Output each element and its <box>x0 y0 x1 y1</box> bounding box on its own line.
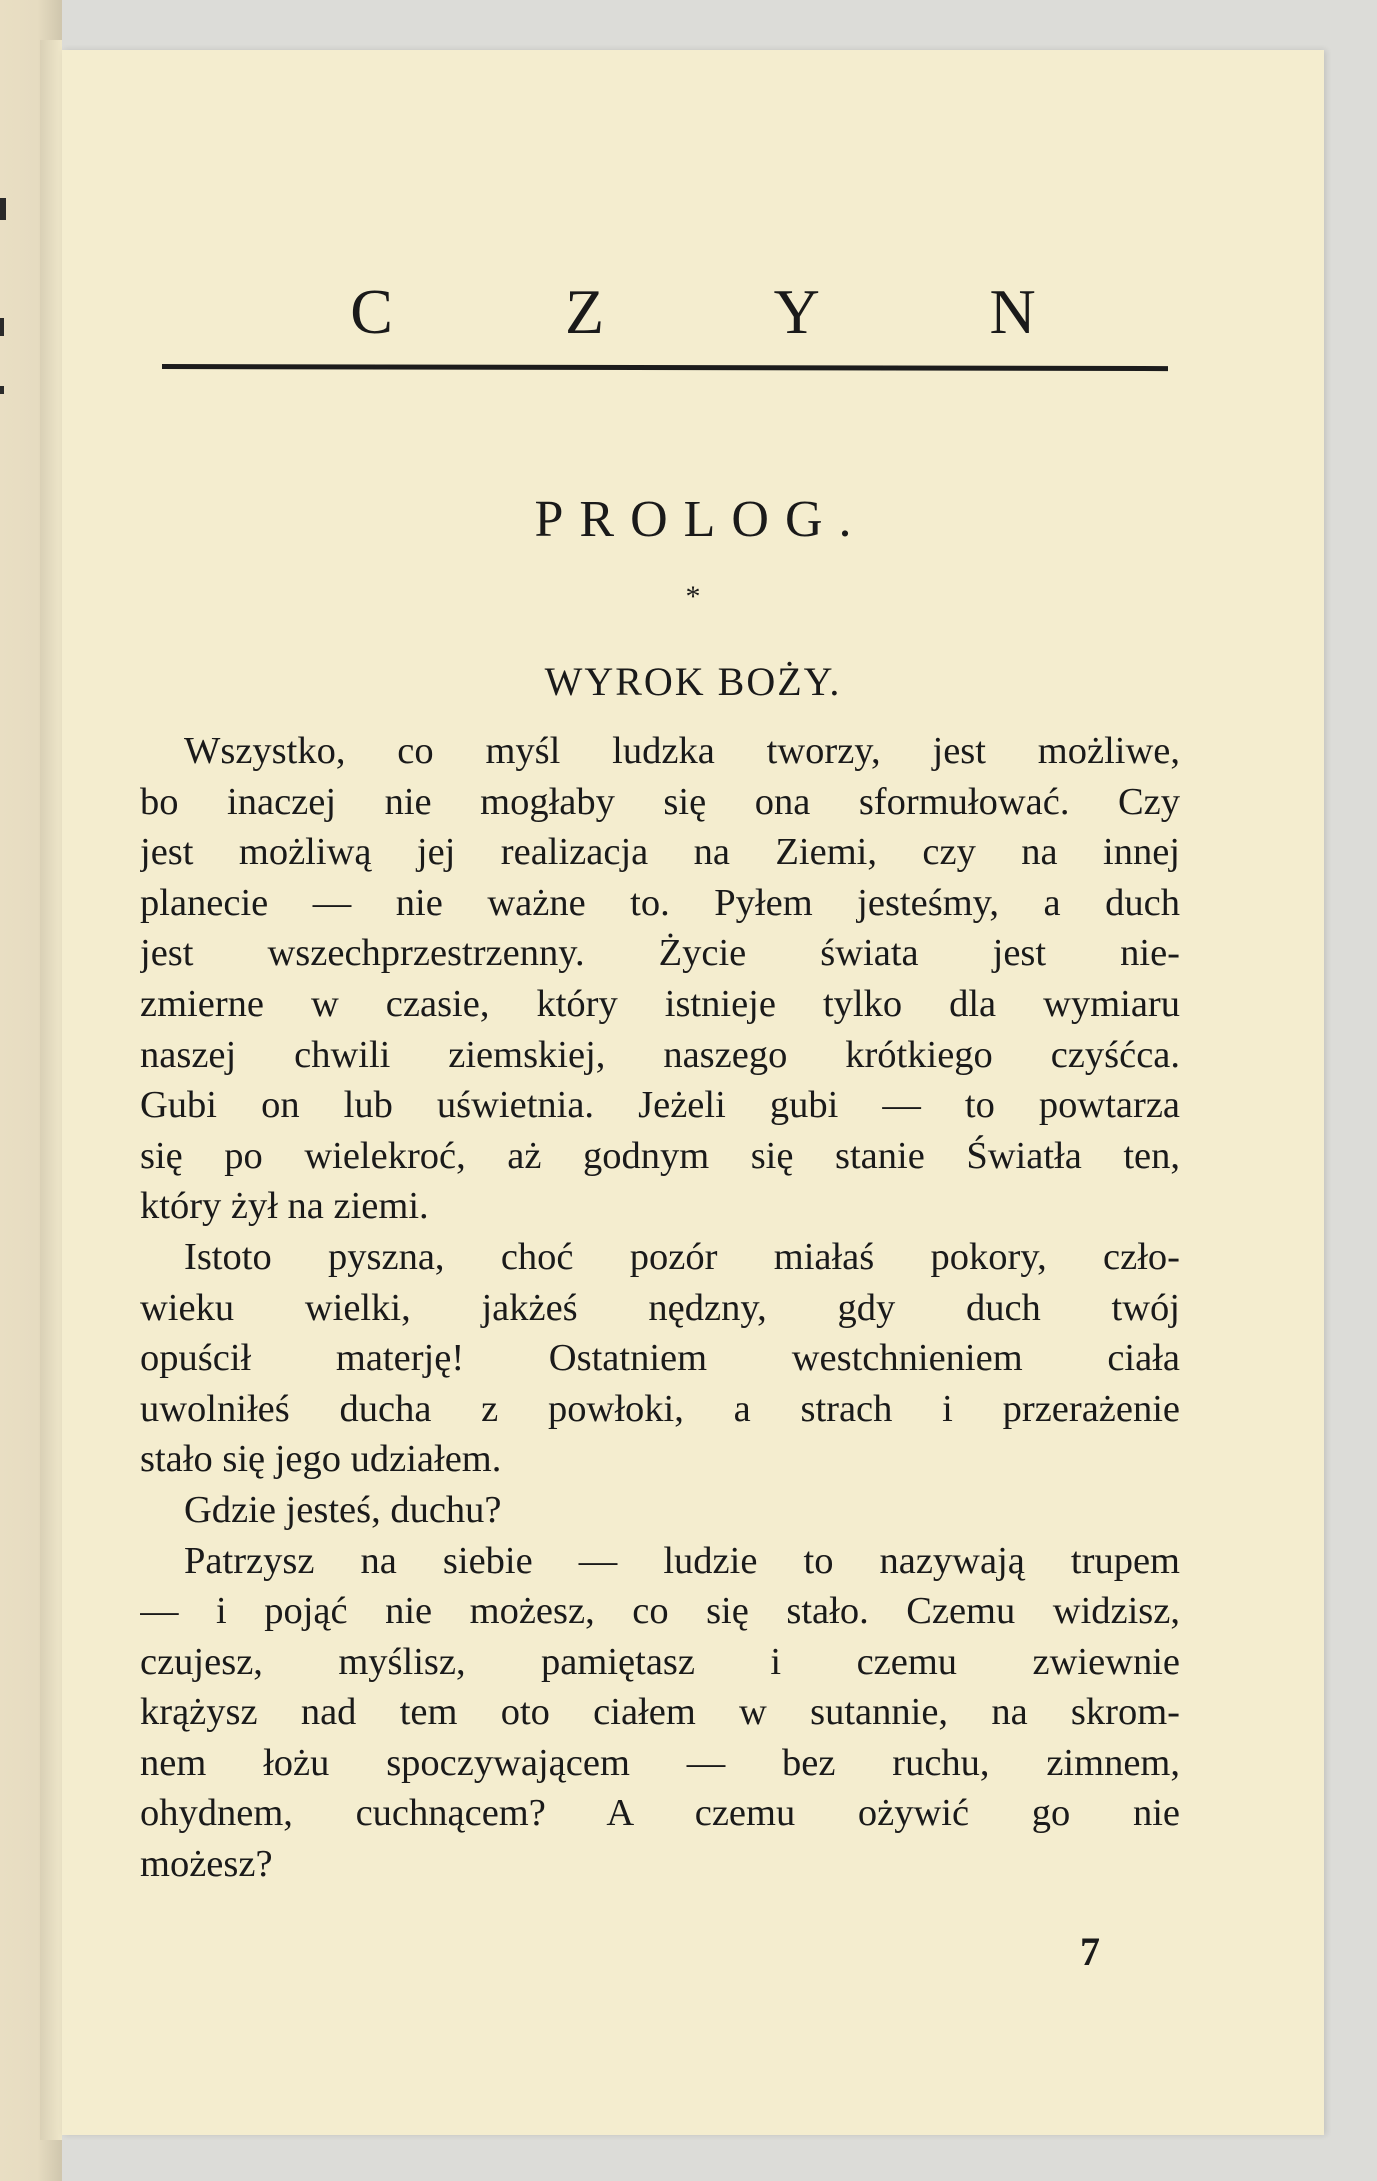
text-line: uwolniłeś ducha z powłoki, a strach i przerażenie <box>140 1387 1180 1430</box>
title-rule <box>162 364 1168 371</box>
facing-page-ink-mark <box>0 318 4 336</box>
text-line: planecie — nie ważne to. Pyłem jesteśmy, a duch <box>140 881 1180 924</box>
text-line: możesz? <box>140 1843 273 1886</box>
text-line: wieku wielki, jakżeś nędzny, gdy duch twój <box>140 1286 1180 1329</box>
text-line: ohydnem, cuchnącem? A czemu ożywić go nie <box>140 1792 1180 1835</box>
text-line: Wszystko, co myśl ludzka tworzy, jest możliwe, <box>184 730 1180 772</box>
text-line: stało się jego udziałem. <box>140 1438 502 1481</box>
text-line: jest możliwą jej realizacja na Ziemi, czy na innej <box>140 831 1180 874</box>
facing-page-ink-mark <box>0 386 4 394</box>
text-line: czujesz, myślisz, pamiętasz i czemu zwiewnie <box>140 1640 1180 1683</box>
text-line: Gdzie jesteś, duchu? <box>184 1488 502 1531</box>
body-text <box>140 726 1180 1890</box>
book-page <box>62 50 1324 2135</box>
text-line: który żył na ziemi. <box>140 1185 429 1228</box>
text-line: nem łożu spoczywającem — bez ruchu, zimnem, <box>140 1741 1180 1784</box>
asterisk-ornament: * <box>685 580 701 613</box>
page-number: 7 <box>1080 1929 1100 1974</box>
text-line: krążysz nad tem oto ciałem w sutannie, na skrom- <box>140 1691 1180 1734</box>
text-line: zmierne w czasie, który istnieje tylko dla wymiaru <box>140 982 1180 1025</box>
section-title: PROLOG. <box>534 491 868 548</box>
text-line: — i pojąć nie możesz, co się stało. Czemu widzisz, <box>140 1590 1180 1633</box>
text-line: Patrzysz na siebie — ludzie to nazywają trupem <box>184 1539 1180 1582</box>
text-line: się po wielekroć, aż godnym się stanie Światła ten, <box>140 1134 1180 1177</box>
running-title: C Z Y N <box>350 276 1114 347</box>
page-gutter-shadow <box>40 40 62 2140</box>
facing-page-ink-mark <box>0 198 6 220</box>
text-line: opuścił materję! Ostatniem westchnieniem ciała <box>140 1337 1180 1380</box>
text-line: bo inaczej nie mogłaby się ona sformułować. Czy <box>140 780 1180 823</box>
text-line: jest wszechprzestrzenny. Życie świata jest nie- <box>140 932 1180 975</box>
chapter-subtitle: WYROK BOŻY. <box>544 659 842 704</box>
text-line: Istoto pyszna, choć pozór miałaś pokory, czło- <box>184 1235 1180 1278</box>
text-line: naszej chwili ziemskiej, naszego krótkiego czyśćca. <box>140 1033 1180 1076</box>
text-line: Gubi on lub uświetnia. Jeżeli gubi — to powtarza <box>140 1084 1180 1127</box>
